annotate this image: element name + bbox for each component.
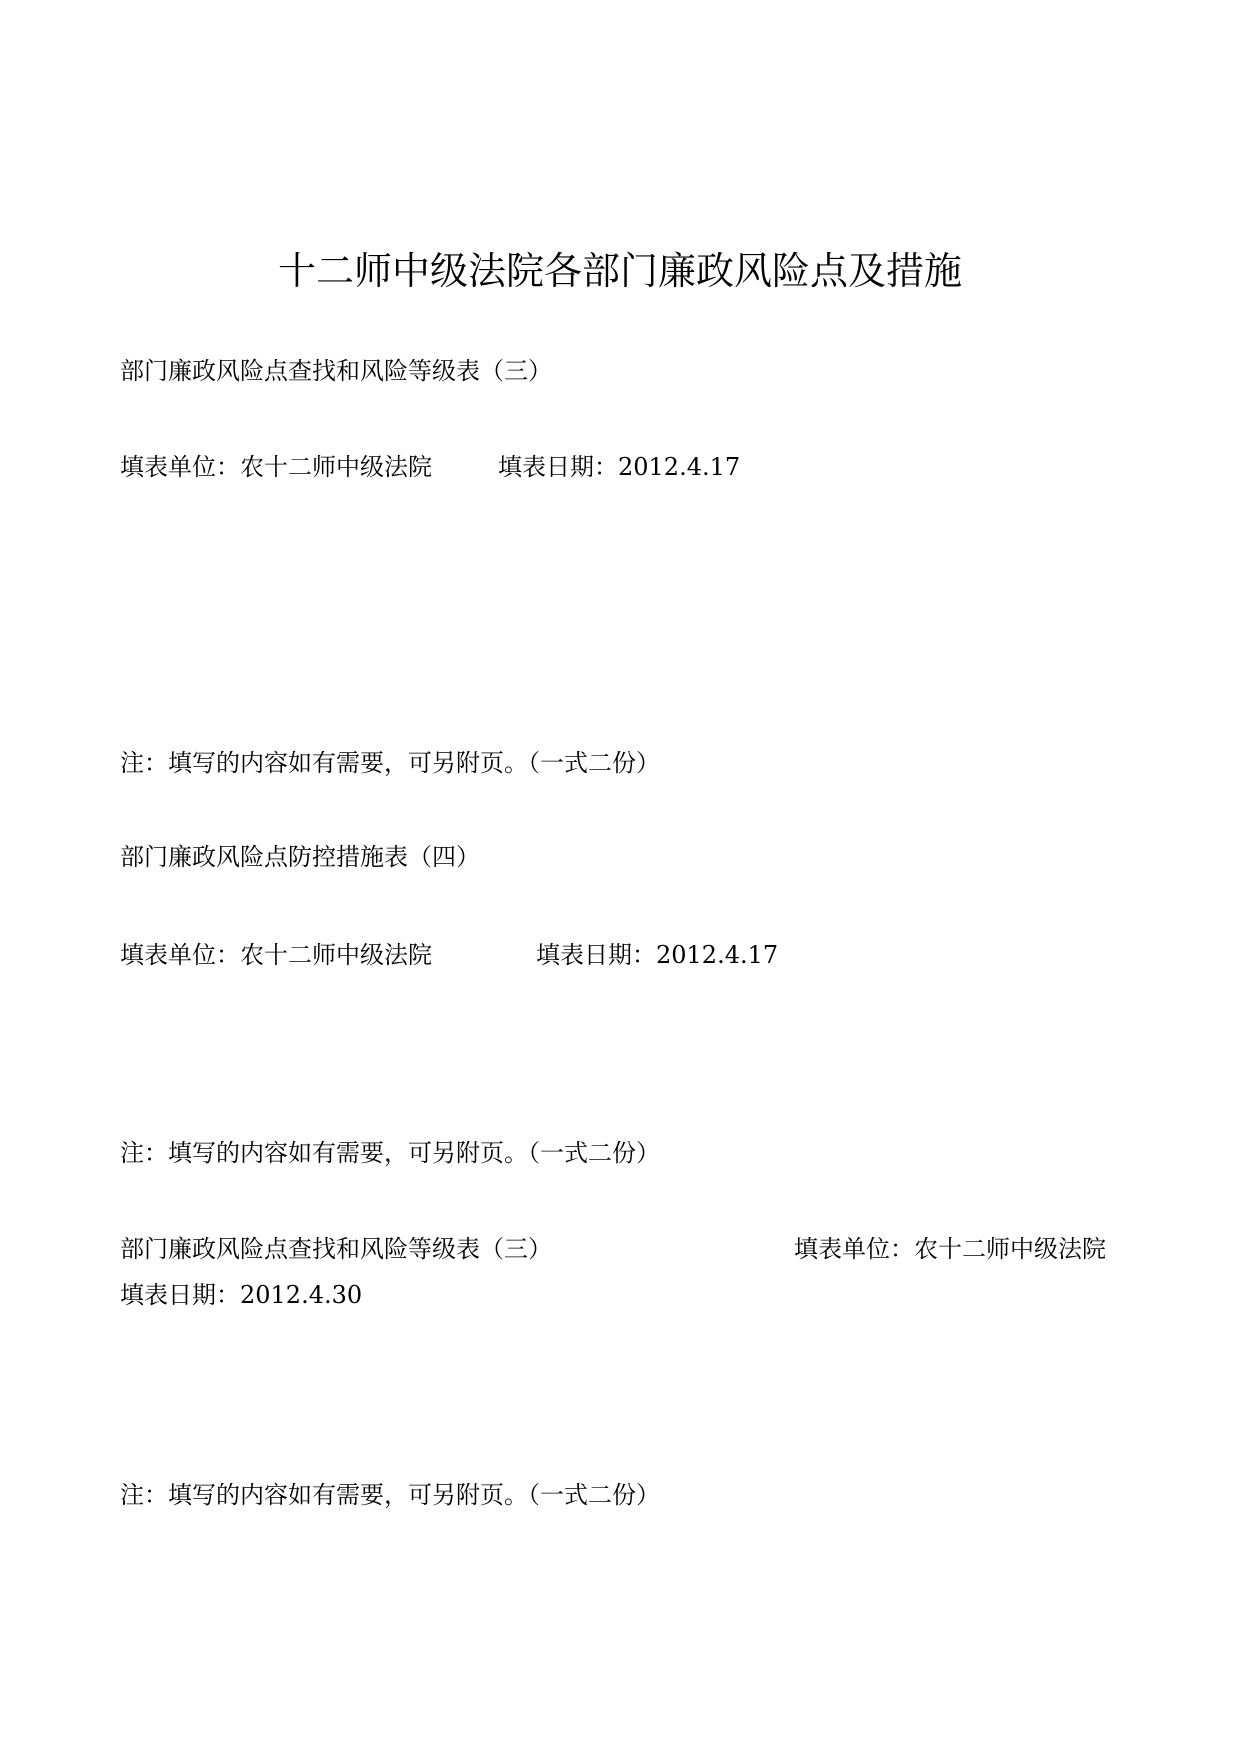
section2-date: 填表日期：2012.4.17 [536, 941, 779, 969]
section2-note: 注：填写的内容如有需要，可另附页。（一式二份） [120, 1139, 660, 1167]
section2-unit: 填表单位：农十二师中级法院 [120, 941, 432, 969]
section3-date: 填表日期：2012.4.30 [120, 1281, 363, 1309]
section1-meta [120, 452, 740, 482]
section1-date: 填表日期：2012.4.17 [498, 453, 741, 481]
section3-heading: 部门廉政风险点查找和风险等级表（三） [120, 1235, 552, 1263]
document-title: 十二师中级法院各部门廉政风险点及措施 [277, 249, 962, 294]
section1-heading: 部门廉政风险点查找和风险等级表（三） [120, 357, 552, 385]
section1-note: 注：填写的内容如有需要，可另附页。（一式二份） [120, 749, 660, 777]
section2-meta [120, 940, 778, 970]
section3-note: 注：填写的内容如有需要，可另附页。（一式二份） [120, 1481, 660, 1509]
section2-heading: 部门廉政风险点防控措施表（四） [120, 843, 480, 871]
section1-unit: 填表单位：农十二师中级法院 [120, 453, 432, 481]
section3-unit: 填表单位：农十二师中级法院 [794, 1235, 1106, 1263]
